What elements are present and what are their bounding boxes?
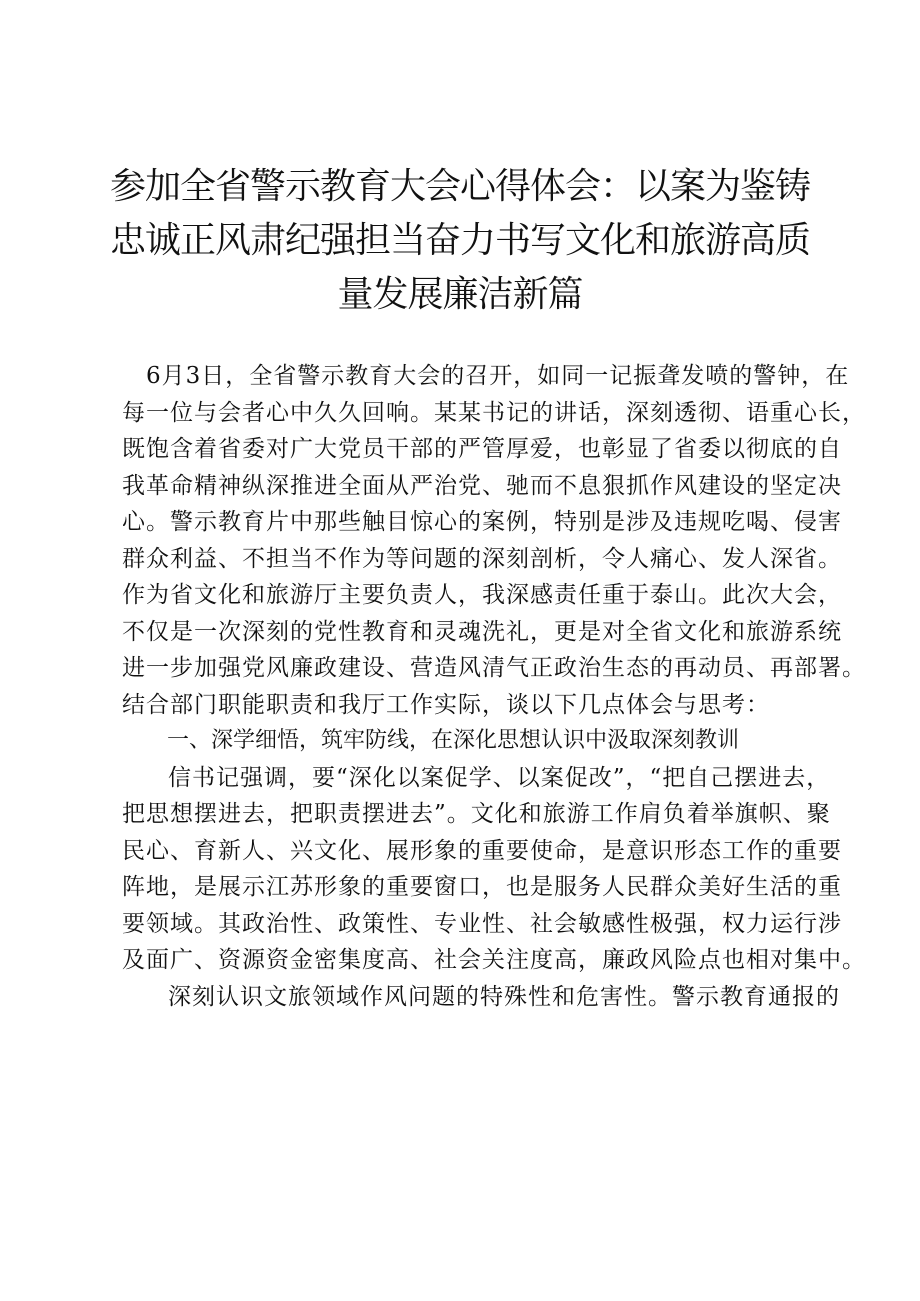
text-line: 民心、育新人、兴文化、展形象的重要使命，是意识形态工作的重要: [122, 837, 842, 864]
text-line: 深刻认识文旅领域作风问题的特殊性和危害性。警示教育通报的: [168, 983, 840, 1010]
text-line: 把思想摆进去，把职责摆进去”。文化和旅游工作肩负着举旗帜、聚: [122, 801, 831, 827]
text-line: 6月3日，全省警示教育大会的召开，如同一记振聋发喷的警钟，在: [146, 363, 850, 389]
text-line: 心。警示教育片中那些触目惊心的案例，特别是涉及违规吃喝、侵害: [122, 509, 842, 535]
text-line: 阵地，是展示江苏形象的重要窗口，也是服务人民群众美好生活的重: [122, 874, 842, 900]
title-line: 量发展廉洁新篇: [337, 274, 583, 315]
text-line: 及面广、资源资金密集度高、社会关注度高，廉政风险点也相对集中。: [122, 947, 866, 973]
section-heading: 一、深学细悟，筑牢防线，在深化思想认识中汲取深刻教训: [167, 728, 740, 753]
text-line: 作为省文化和旅游厅主要负责人，我深感责任重于泰山。此次大会，: [122, 582, 842, 608]
document-title: [100, 160, 820, 322]
title-line: 忠诚正风肃纪强担当奋力书写文化和旅游高质: [109, 220, 810, 261]
paragraph-section1: [122, 760, 866, 979]
text-line: 要领域。其政治性、政策性、专业性、社会敏感性极强，权力运行涉: [122, 910, 842, 937]
document-body: [122, 358, 866, 1015]
paragraph-intro: [122, 358, 866, 723]
text-line: 结合部门职能职责和我厅工作实际，谈以下几点体会与思考：: [122, 691, 770, 718]
text-line: 我革命精神纵深推进全面从严治党、驰而不息狠抓作风建设的坚定决: [122, 472, 842, 499]
paragraph-section1-continued: [122, 979, 840, 1016]
text-line: 每一位与会者心中久久回响。某某书记的讲话，深刻透彻、语重心长，: [122, 399, 866, 426]
text-line: 信书记强调，要“深化以案促学、以案促改”，“把自己摆进去，: [168, 764, 831, 791]
title-line: 参加全省警示教育大会心得体会：以案为鉴铸: [109, 166, 810, 207]
text-line: 不仅是一次深刻的党性教育和灵魂洗礼，更是对全省文化和旅游系统: [122, 618, 842, 645]
text-line: 既饱含着省委对广大党员干部的严管厚爱，也彰显了省委以彻底的自: [122, 436, 842, 462]
text-line: 进一步加强党风廉政建设、营造风清气正政治生态的再动员、再部署。: [122, 655, 866, 681]
text-line: 群众利益、不担当不作为等问题的深刻剖析，令人痛心、发人深省。: [122, 545, 842, 572]
